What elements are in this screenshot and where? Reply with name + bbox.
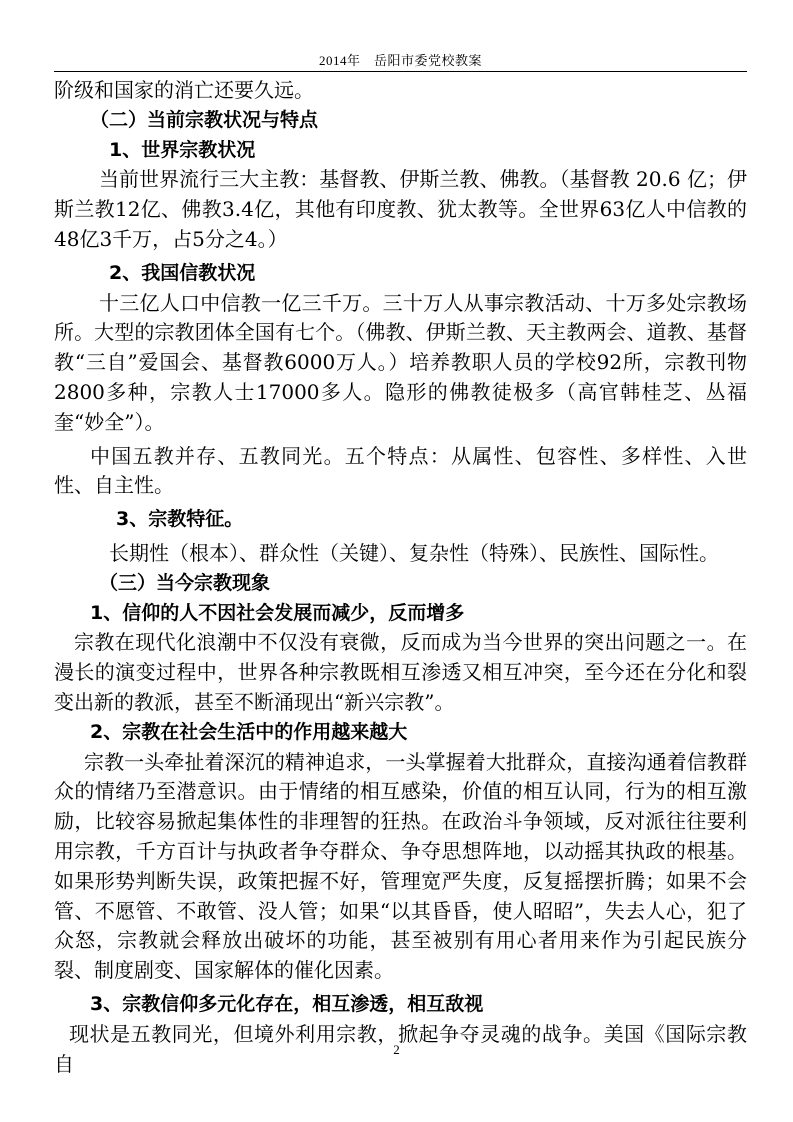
paragraph-world-religion: 当前世界流行三大主教：基督教、伊斯兰教、佛教。（基督教 20.6 亿；伊斯兰教12亿、佛教3.4亿，其他有印度教、犹太教等。全世界63亿人中信教的48亿3千万，占5分之4。） — [54, 167, 747, 251]
subheading-religion-role: 2、宗教在社会生活中的作用越来越大 — [90, 720, 408, 743]
subheading-religion-diversity: 3、宗教信仰多元化存在，相互渗透，相互敌视 — [90, 992, 484, 1015]
subheading-world-religion: 1、世界宗教状况 — [109, 138, 256, 161]
header-divider — [54, 71, 747, 72]
subheading-china-religion: 2、我国信教状况 — [109, 261, 256, 284]
document-header: 2014年 岳阳市委党校教案 — [318, 53, 482, 68]
subheading-religion-features: 3、宗教特征。 — [116, 508, 244, 531]
page-number: 2 — [393, 1042, 400, 1057]
paragraph-continuation: 阶级和国家的消亡还要久远。 — [54, 78, 314, 102]
paragraph-religion-diversity: 现状是五教同光，但境外利用宗教，掀起争夺灵魂的战争。美国《国际宗教自 — [54, 1021, 747, 1076]
section-heading-current-status: （二）当前宗教状况与特点 — [90, 108, 319, 131]
subheading-believers-increase: 1、信仰的人不因社会发展而减少，反而增多 — [90, 601, 465, 624]
document-body — [54, 76, 747, 1079]
paragraph-china-religion: 十三亿人口中信教一亿三千万。三十万人从事宗教活动、十万多处宗教场所。大型的宗教团体全国有七个。（佛教、伊斯兰教、天主教两会、道教、基督教“三自”爱国会、基督教6000万人。）培养教职人员的学校92所，宗教刊物2800多种，宗教人士17000多人。隐形的佛教徒极多（高官韩桂芝、丛福奎“妙全”）。 — [54, 290, 747, 434]
paragraph-religion-role: 宗教一头牵扯着深沉的精神追求，一头掌握着大批群众，直接沟通着信教群众的情绪乃至潜意识。由于情绪的相互感染，价值的相互认同，行为的相互激励，比较容易掀起集体性的非理智的狂热。在政治斗争领域，反对派往往要利用宗教，千方百计与执政者争夺群众、争夺思想阵地，以动摇其执政的根基。如果形势判断失误，政策把握不好，管理宽严失度，反复摇摆折腾；如果不会管、不愿管、不敢管、没人管；如果“以其昏昏，使人昭昭”，失去人心，犯了众怒，宗教就会释放出破坏的功能，甚至被别有用心者用来作为引起民族分裂、制度剧变、国家解体的催化因素。 — [54, 749, 747, 983]
paragraph-five-religions: 中国五教并存、五教同光。五个特点：从属性、包容性、多样性、入世性、自主性。 — [54, 443, 747, 498]
paragraph-religion-features: 长期性（根本）、群众性（关键）、复杂性（特殊）、民族性、国际性。 — [109, 540, 719, 565]
section-heading-phenomena: （三）当今宗教现象 — [99, 571, 271, 594]
paragraph-believers-increase: 宗教在现代化浪潮中不仅没有衰微，反而成为当今世界的突出问题之一。在漫长的演变过程中，世界各种宗教既相互渗透又相互冲突，至今还在分化和裂变出新的教派，甚至不断涌现出“新兴宗教”。 — [54, 630, 747, 714]
